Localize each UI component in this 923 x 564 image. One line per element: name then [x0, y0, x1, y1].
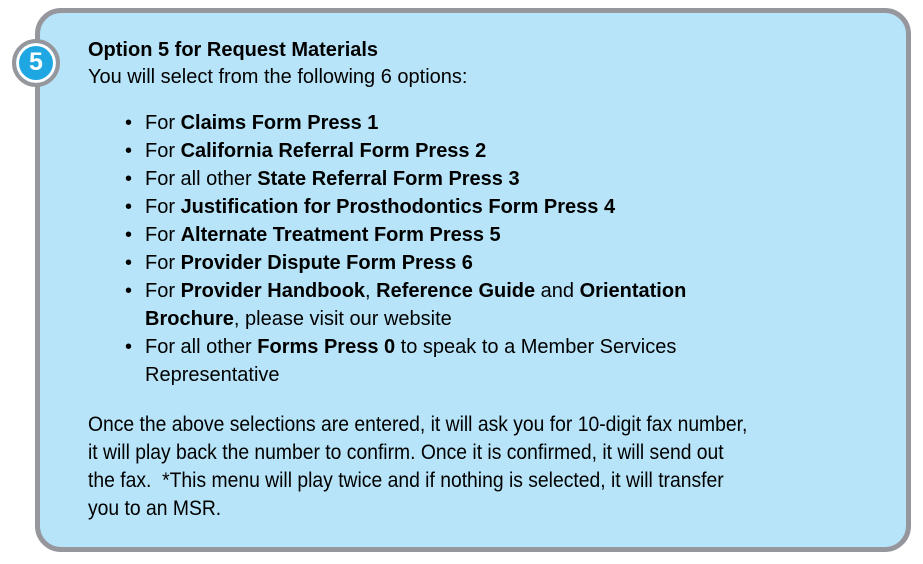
step-number: 5: [29, 47, 43, 76]
callout-subtitle: You will select from the following 6 options:: [88, 66, 468, 88]
callout-box: [35, 8, 911, 552]
list-item: [125, 221, 778, 249]
option-text: For: [145, 112, 181, 134]
option-key-phrase: Orientation Brochure: [145, 280, 687, 330]
option-text: For: [145, 280, 181, 302]
option-key-phrase: Claims Form Press 1: [180, 112, 379, 134]
list-item: [125, 249, 778, 277]
callout-title: Option 5 for Request Materials: [88, 39, 379, 61]
option-text: to speak to a Member Services Representative: [145, 336, 677, 386]
option-text: For: [145, 224, 181, 246]
option-key-phrase: Provider Handbook: [180, 280, 366, 302]
footer-paragraph: [88, 411, 876, 523]
option-key-phrase: Provider Dispute Form Press 6: [180, 252, 473, 274]
option-text: and: [535, 280, 580, 302]
footer-line: you to an MSR.: [88, 497, 222, 520]
option-text: For all other: [145, 336, 258, 358]
option-text: ,: [365, 280, 377, 302]
list-item: [125, 333, 778, 389]
list-item: [125, 109, 778, 137]
option-text: , please visit our website: [233, 308, 452, 330]
option-key-phrase: State Referral Form Press 3: [257, 168, 520, 190]
list-item: [125, 137, 778, 165]
option-key-phrase: California Referral Form Press 2: [180, 140, 487, 162]
option-key-phrase: Alternate Treatment Form Press 5: [180, 224, 501, 246]
option-key-phrase: Forms Press 0: [257, 336, 396, 358]
option-text: For all other: [145, 168, 258, 190]
option-text: For: [145, 252, 181, 274]
footer-line: the fax. *This menu will play twice and if nothing is selected, it will transfer: [88, 469, 724, 492]
option-key-phrase: Reference Guide: [376, 280, 536, 302]
footer-line: Once the above selections are entered, it will ask you for 10-digit fax number,: [88, 413, 748, 436]
list-item: [125, 277, 778, 333]
option-key-phrase: Justification for Prosthodontics Form Press 4: [180, 196, 616, 218]
option-text: For: [145, 140, 181, 162]
list-item: [125, 165, 778, 193]
footer-line: it will play back the number to confirm. Once it is confirmed, it will send out: [88, 441, 724, 464]
step-badge: [12, 39, 60, 87]
list-item: [125, 193, 778, 221]
options-list: [88, 109, 778, 389]
option-text: For: [145, 196, 181, 218]
